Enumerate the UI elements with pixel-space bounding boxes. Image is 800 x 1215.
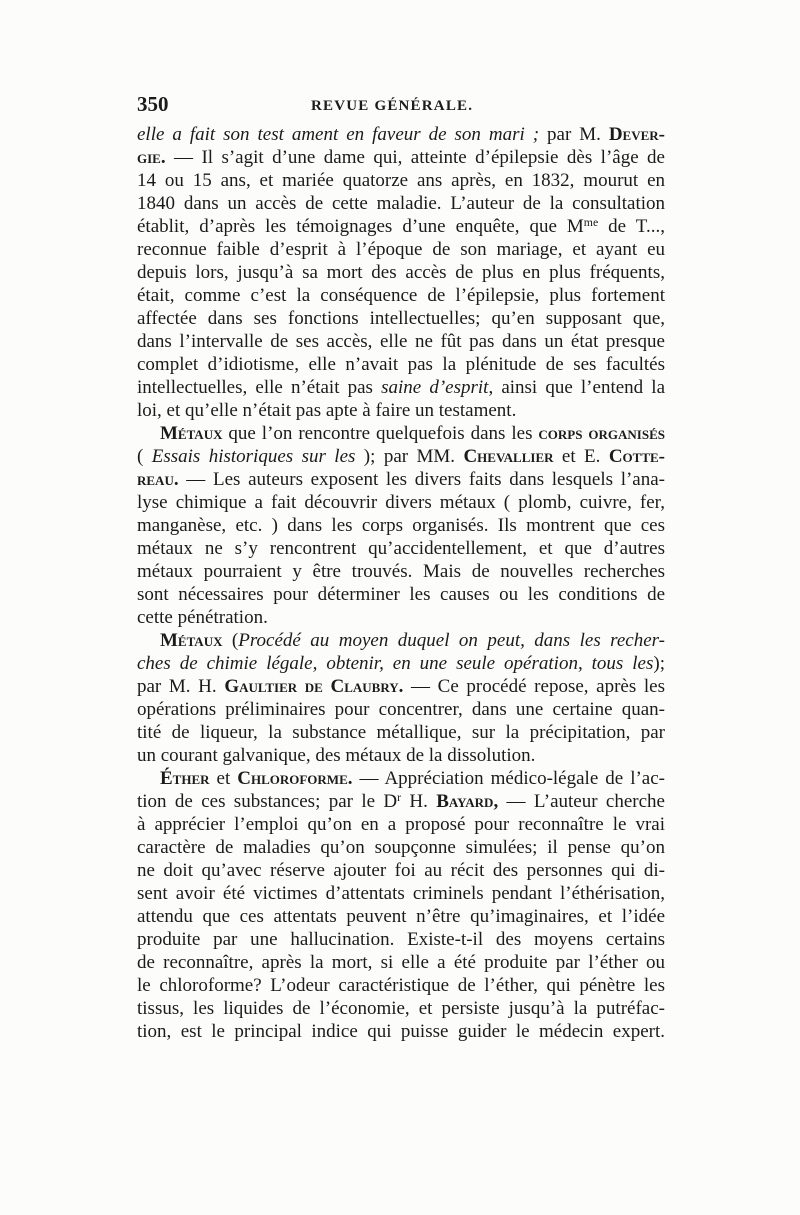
text-run: opérations préliminaires pour concentrer, dans une certaine quan- <box>137 699 665 720</box>
text-run: tion, est le principal indice qui puisse guider le médecin expert. <box>137 1021 665 1042</box>
small-caps-text: corps organisés <box>538 423 665 444</box>
line-content <box>137 951 665 974</box>
text-body <box>137 123 665 1043</box>
line-content <box>137 468 665 491</box>
text-run: reconnue faible d’esprit à l’époque de son mariage, et ayant eu <box>137 239 665 260</box>
text-line <box>137 560 665 583</box>
line-content <box>137 514 665 537</box>
line-content <box>137 882 665 905</box>
text-line <box>137 284 665 307</box>
text-run: attendu que ces attentats peuvent n’être qu’imaginaires, et l’idée <box>137 906 665 927</box>
line-content <box>137 560 665 583</box>
line-content <box>137 284 665 307</box>
text-run: — Ce procédé repose, après les <box>403 676 665 697</box>
text-run: caractère de maladies qu’on soupçonne simulées; il pense qu’on <box>137 837 665 858</box>
italic-text: Procédé au moyen duquel on peut, dans les recher- <box>238 630 666 651</box>
line-content <box>137 146 665 169</box>
text-line <box>137 813 665 836</box>
small-caps-text: gie. <box>137 147 166 168</box>
text-run: par M. <box>539 124 609 145</box>
superscript-text: r <box>397 791 402 805</box>
small-caps-text: Chloroforme. <box>237 768 353 789</box>
text-run: par M. H. <box>137 676 225 697</box>
small-caps-text: Chevallier <box>463 446 554 467</box>
text-run: lyse chimique a fait découvrir divers métaux ( plomb, cuivre, fer, <box>137 492 665 513</box>
line-content <box>137 974 665 997</box>
text-line <box>137 583 665 606</box>
text-line <box>137 169 665 192</box>
paragraph <box>137 629 665 767</box>
page-number: 350 <box>137 92 169 116</box>
text-run: ( <box>222 630 239 651</box>
line-content <box>137 698 665 721</box>
text-line <box>137 307 665 330</box>
text-line <box>137 376 665 399</box>
text-run: — Il s’agit d’une dame qui, atteinte d’épilepsie dès l’âge de <box>165 147 665 168</box>
text-line <box>137 445 665 468</box>
text-line <box>137 767 665 790</box>
text-run: , ainsi que l’entend la <box>488 377 666 398</box>
text-run: 1840 dans un accès de cette maladie. L’auteur de la consultation <box>137 193 665 214</box>
text-run: intellectuelles, elle n’était pas <box>137 377 382 398</box>
line-content <box>137 652 665 675</box>
small-caps-text: Dever- <box>608 124 665 145</box>
text-run: le chloroforme? L’odeur caractéristique de l’éther, qui pénètre les <box>137 975 665 996</box>
text-line <box>137 721 665 744</box>
text-line <box>137 491 665 514</box>
text-line <box>137 353 665 376</box>
text-line <box>137 537 665 560</box>
text-line <box>137 330 665 353</box>
text-line <box>137 836 665 859</box>
line-content <box>137 445 665 468</box>
text-run: complet d’idiotisme, elle n’avait pas la plénitude de ses facultés <box>137 354 665 375</box>
line-content <box>137 376 665 399</box>
line-content <box>137 399 516 422</box>
text-run: sont nécessaires pour déterminer les causes ou les conditions de <box>137 584 665 605</box>
text-run: sent avoir été victimes d’attentats criminels pendant l’éthérisation, <box>137 883 665 904</box>
small-caps-text: Cotte- <box>608 446 665 467</box>
text-line <box>137 928 665 951</box>
line-content <box>137 353 665 376</box>
text-run: métaux ne s’y rencontrent qu’accidentellement, et que d’autres <box>137 538 665 559</box>
text-line <box>137 698 665 721</box>
text-line <box>137 606 665 629</box>
paragraph <box>137 422 665 629</box>
text-run: de T..., <box>598 216 665 237</box>
text-run: H. <box>401 791 437 812</box>
text-run: produite par une hallucination. Existe-t-il des moyens certains <box>137 929 665 950</box>
line-content <box>137 813 665 836</box>
text-run: loi, et qu’elle n’était pas apte à faire un testament. <box>137 400 517 421</box>
superscript-text: me <box>583 216 599 230</box>
text-line <box>137 261 665 284</box>
text-run: depuis lors, jusqu’à sa mort des accès de plus en plus fréquents, <box>137 262 665 283</box>
text-run: établit, d’après les témoignages d’une enquête, que M <box>137 216 584 237</box>
small-caps-text: reau. <box>137 469 179 490</box>
line-content <box>160 422 665 445</box>
text-run: tité de liqueur, la substance métallique, sur la précipitation, par <box>137 722 665 743</box>
line-content <box>137 675 665 698</box>
small-caps-text: Métaux <box>160 630 223 651</box>
small-caps-text: Éther <box>160 768 210 789</box>
text-line <box>137 146 665 169</box>
line-content <box>137 192 665 215</box>
line-content <box>137 721 665 744</box>
small-caps-text: Métaux <box>160 423 223 444</box>
text-run: ne doit qu’avec réserve ajouter foi au récit des personnes qui di- <box>137 860 665 881</box>
text-run: ); <box>653 653 665 674</box>
line-content <box>137 537 665 560</box>
small-caps-text: Bayard, <box>436 791 499 812</box>
text-line <box>137 192 665 215</box>
text-run: tissus, les liquides de l’économie, et persiste jusqu’à la putréfac- <box>137 998 665 1019</box>
line-content <box>137 905 665 928</box>
text-line <box>137 215 665 238</box>
line-content <box>137 997 665 1020</box>
line-content <box>137 215 665 238</box>
text-line <box>137 399 665 422</box>
line-content <box>160 767 665 790</box>
text-line <box>137 468 665 491</box>
text-line <box>137 629 665 652</box>
line-content <box>137 330 665 353</box>
line-content <box>137 606 268 629</box>
paragraph <box>137 123 665 422</box>
line-content <box>137 836 665 859</box>
text-line <box>137 744 665 767</box>
text-run: ( <box>137 446 152 467</box>
text-run: que l’on rencontre quelquefois dans les <box>222 423 539 444</box>
line-content <box>137 790 665 813</box>
text-line <box>137 675 665 698</box>
text-run: de reconnaître, après la mort, si elle a été produite par l’éther ou <box>137 952 665 973</box>
line-content <box>137 123 665 146</box>
text-run: un courant galvanique, des métaux de la dissolution. <box>137 745 536 766</box>
text-run: dans l’intervalle de ses accès, elle ne fût pas dans un état presque <box>137 331 665 352</box>
text-line <box>137 951 665 974</box>
line-content <box>137 491 665 514</box>
text-run: et <box>209 768 238 789</box>
text-line <box>137 905 665 928</box>
line-content <box>137 583 665 606</box>
italic-text: ches de chimie légale, obtenir, en une seule opération, tous les <box>137 653 654 674</box>
text-line <box>137 882 665 905</box>
text-run: — Appréciation médico-légale de l’ac- <box>352 768 665 789</box>
text-run: manganèse, etc. ) dans les corps organisés. Ils montrent que ces <box>137 515 665 536</box>
text-line <box>137 974 665 997</box>
italic-text: elle a fait son test ament en faveur de son mari ; <box>137 124 540 145</box>
line-content <box>137 744 535 767</box>
line-content <box>137 169 665 192</box>
line-content <box>160 629 665 652</box>
italic-text: Essais historiques sur les <box>151 446 356 467</box>
small-caps-text: Gaultier de Claubry. <box>224 676 404 697</box>
text-run: à apprécier l’emploi qu’on en a proposé pour reconnaître le vrai <box>137 814 665 835</box>
text-line <box>137 790 665 813</box>
line-content <box>137 307 665 330</box>
text-run: affectée dans ses fonctions intellectuelles; qu’en supposant que, <box>137 308 665 329</box>
text-line <box>137 422 665 445</box>
running-title: REVUE GÉNÉRALE. <box>311 98 474 114</box>
line-content <box>137 238 665 261</box>
text-run: cette pénétration. <box>137 607 268 628</box>
text-run: et E. <box>553 446 609 467</box>
line-content <box>137 261 665 284</box>
text-run: — L’auteur cherche <box>498 791 665 812</box>
text-run: était, comme c’est la conséquence de l’épilepsie, plus fortement <box>137 285 665 306</box>
text-run: 14 ou 15 ans, et mariée quatorze ans après, en 1832, mourut en <box>137 170 665 191</box>
text-line <box>137 514 665 537</box>
line-content <box>137 859 665 882</box>
text-run: tion de ces substances; par le D <box>137 791 398 812</box>
line-content <box>137 1020 665 1043</box>
text-line <box>137 238 665 261</box>
paragraph <box>137 767 665 1043</box>
text-line <box>137 997 665 1020</box>
text-run: métaux pourraient y être trouvés. Mais de nouvelles recherches <box>137 561 665 582</box>
text-run: ); par MM. <box>355 446 464 467</box>
text-line <box>137 1020 665 1043</box>
text-line <box>137 123 665 146</box>
text-run: — Les auteurs exposent les divers faits dans lesquels l’ana- <box>178 469 665 490</box>
italic-text: saine d’esprit <box>381 377 489 398</box>
text-line <box>137 859 665 882</box>
line-content <box>137 928 665 951</box>
text-line <box>137 652 665 675</box>
